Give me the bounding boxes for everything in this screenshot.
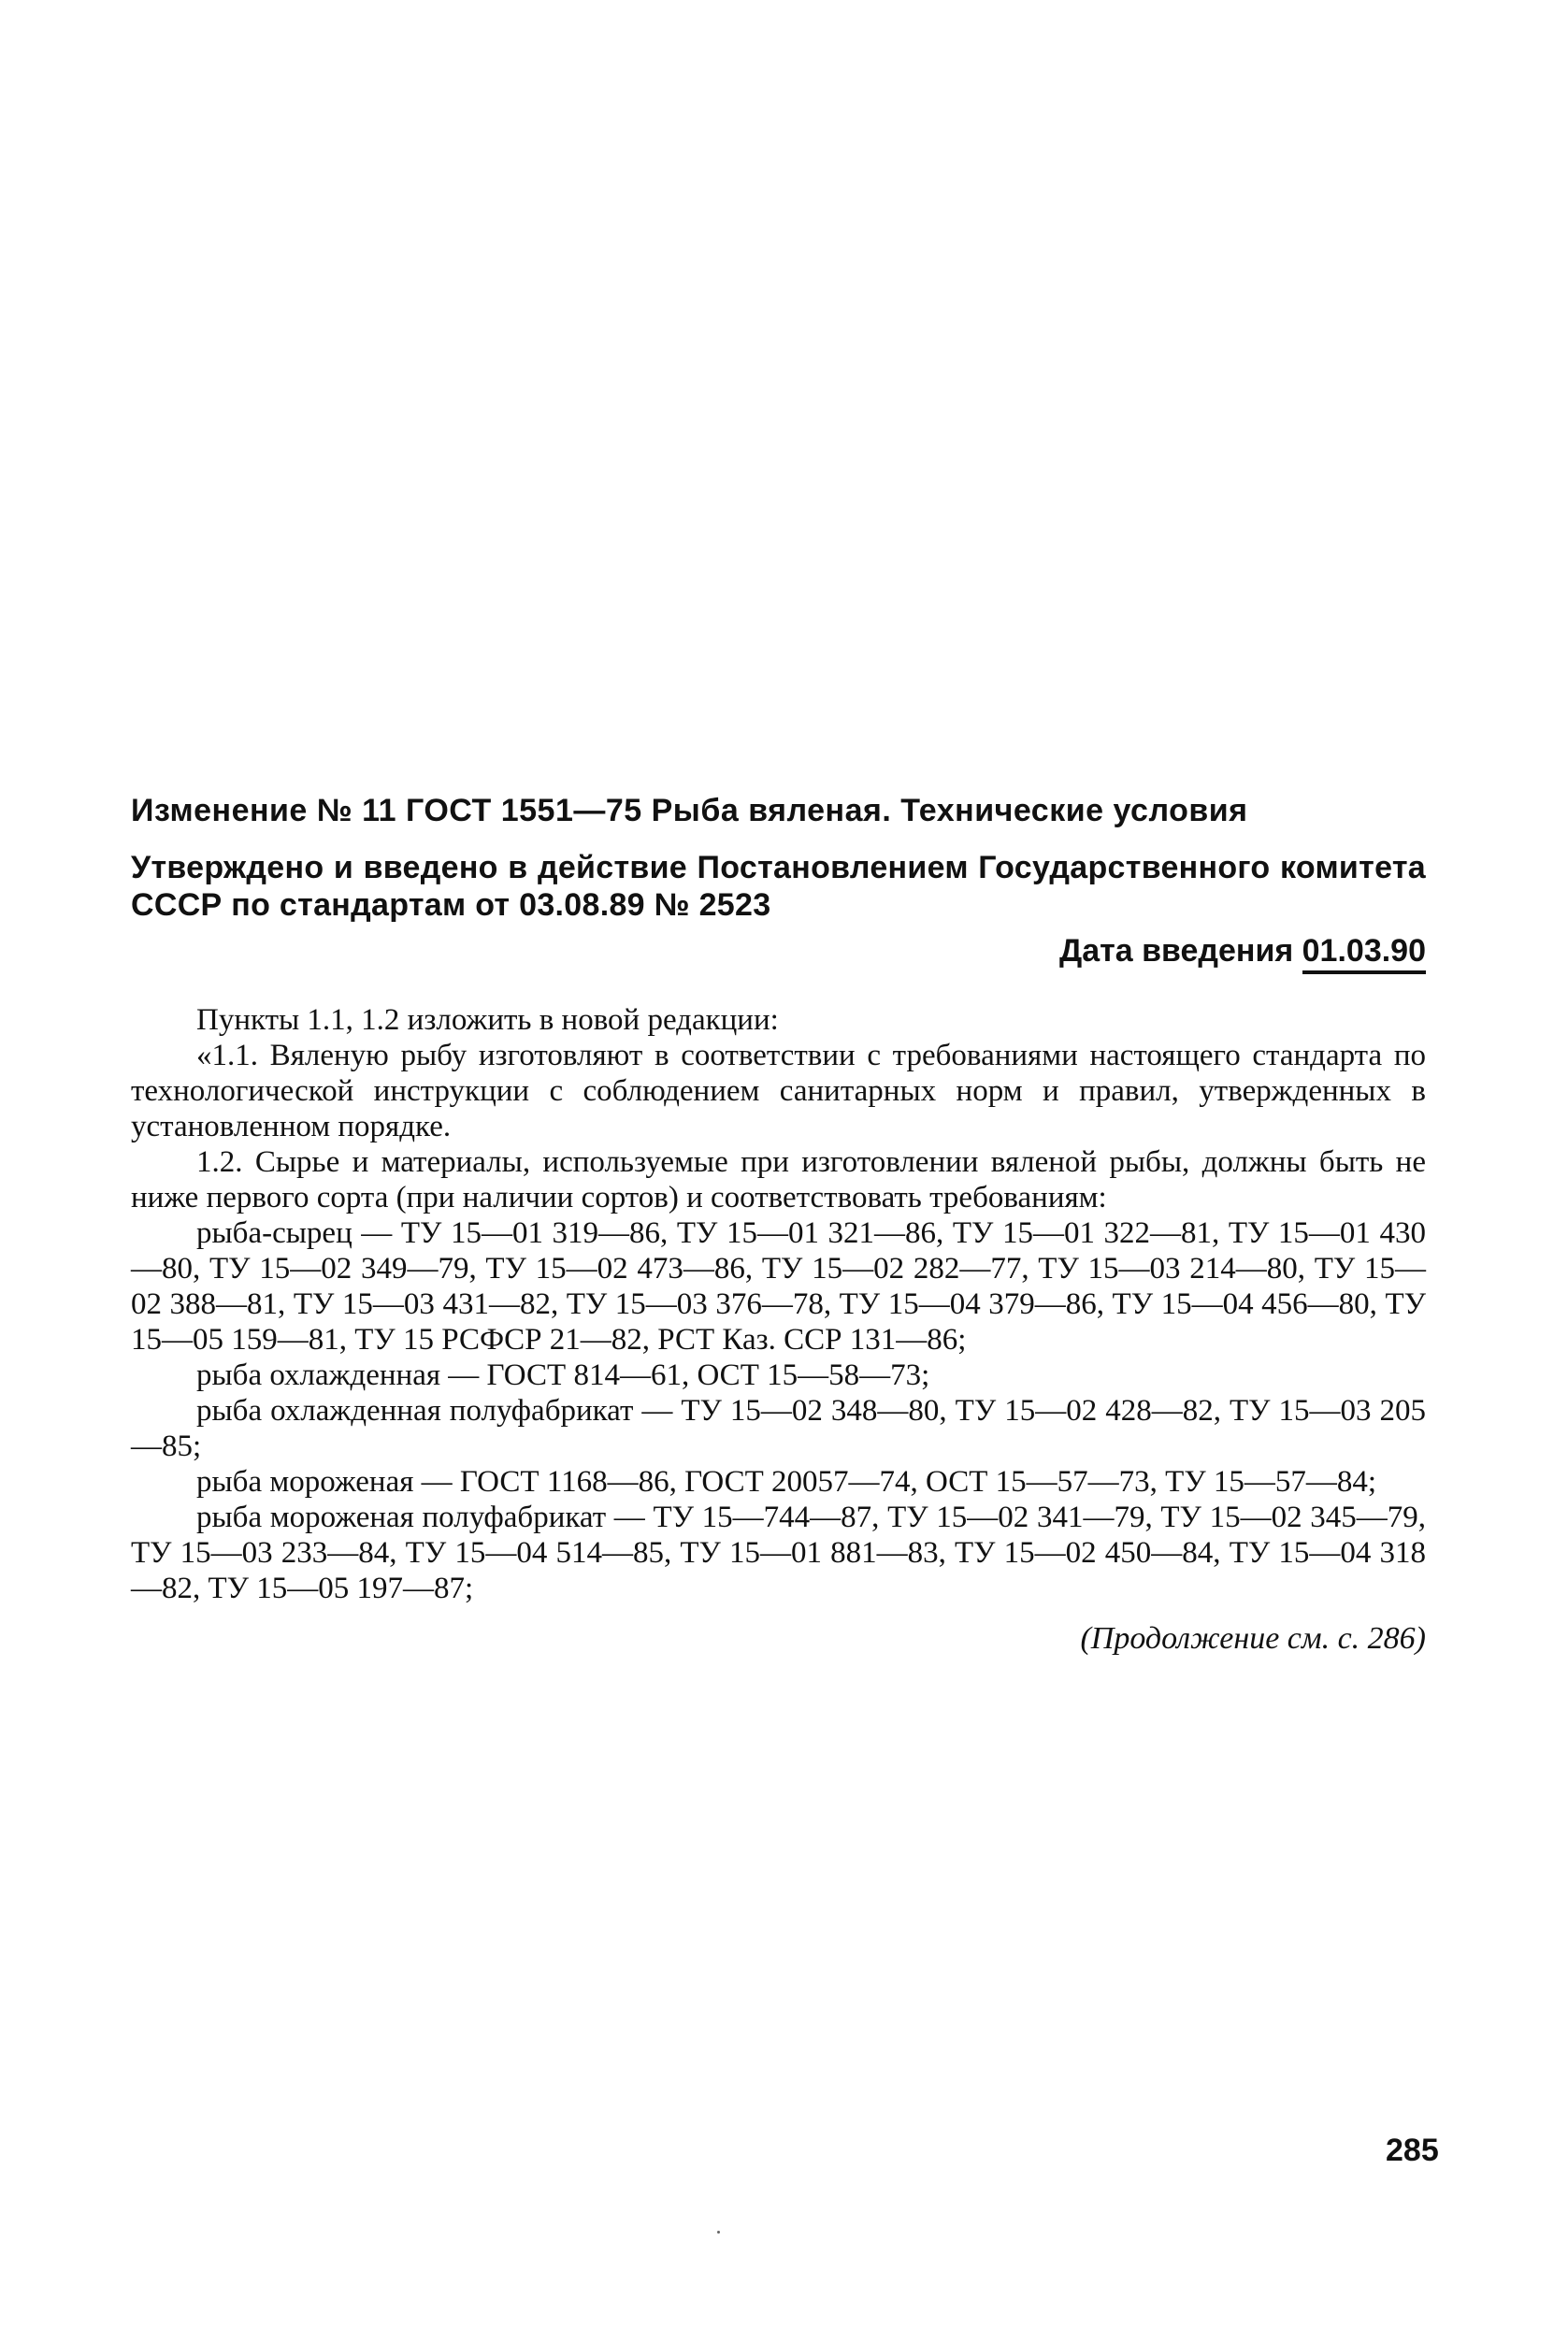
body-paragraph: рыба-сырец — ТУ 15—01 319—86, ТУ 15—01 321—86, ТУ 15—01 322—81, ТУ 15—01 430—80, ТУ 15—02 349—79, ТУ 15—02 473—86, ТУ 15—02 282—77, ТУ 15—03 214—80, ТУ 15—02 388—81, ТУ 15—03 431—82, ТУ 15—03 376—78, ТУ 15—04 379—86, ТУ 15—04 456—80, ТУ 15—05 159—81, ТУ 15 РСФСР 21—82, РСТ Каз. ССР 131—86; [131,1216,1426,1357]
body-paragraph: «1.1. Вяленую рыбу изготовляют в соответствии с требованиями настоящего стандарта по технологической инструкции с соблюдением санитарных норм и правил, утвержденных в установленном порядке. [131,1039,1426,1143]
body-paragraph: рыба мороженая полуфабрикат — ТУ 15—744—87, ТУ 15—02 341—79, ТУ 15—02 345—79, ТУ 15—03 233—84, ТУ 15—04 514—85, ТУ 15—01 881—83, ТУ 15—02 450—84, ТУ 15—04 318—82, ТУ 15—05 197—87; [131,1501,1426,1605]
body-paragraph: рыба охлажденная — ГОСТ 814—61, ОСТ 15—58—73; [196,1358,930,1392]
amendment-title: Изменение № 11 ГОСТ 1551—75 Рыба вяленая. Технические условия [131,793,1248,828]
effective-date-value: 01.03.90 [1302,933,1426,974]
body-paragraph: Пункты 1.1, 1.2 изложить в новой редакции: [196,1003,779,1037]
effective-date [131,931,1426,970]
body-paragraph: 1.2. Сырье и материалы, используемые при изготовлении вяленой рыбы, должны быть не ниже первого сорта (при наличии сортов) и соответствовать требованиям: [131,1145,1426,1214]
effective-date-label: Дата введения [1059,933,1294,969]
document-content [131,791,1426,1659]
amendment-body [131,1002,1426,1606]
approval-statement: Утверждено и введено в действие Постановлением Государственного комитета СССР по стандартам от 03.08.89 № 2523 [131,850,1426,923]
continuation-note: (Продолжение см. с. 286) [1080,1621,1426,1656]
page-number: 285 [1386,2133,1439,2168]
body-paragraph: рыба мороженая — ГОСТ 1168—86, ГОСТ 20057—74, ОСТ 15—57—73, ТУ 15—57—84; [196,1465,1377,1499]
scan-speck [717,2231,720,2234]
body-paragraph: рыба охлажденная полуфабрикат — ТУ 15—02 348—80, ТУ 15—02 428—82, ТУ 15—03 205—85; [131,1394,1426,1463]
